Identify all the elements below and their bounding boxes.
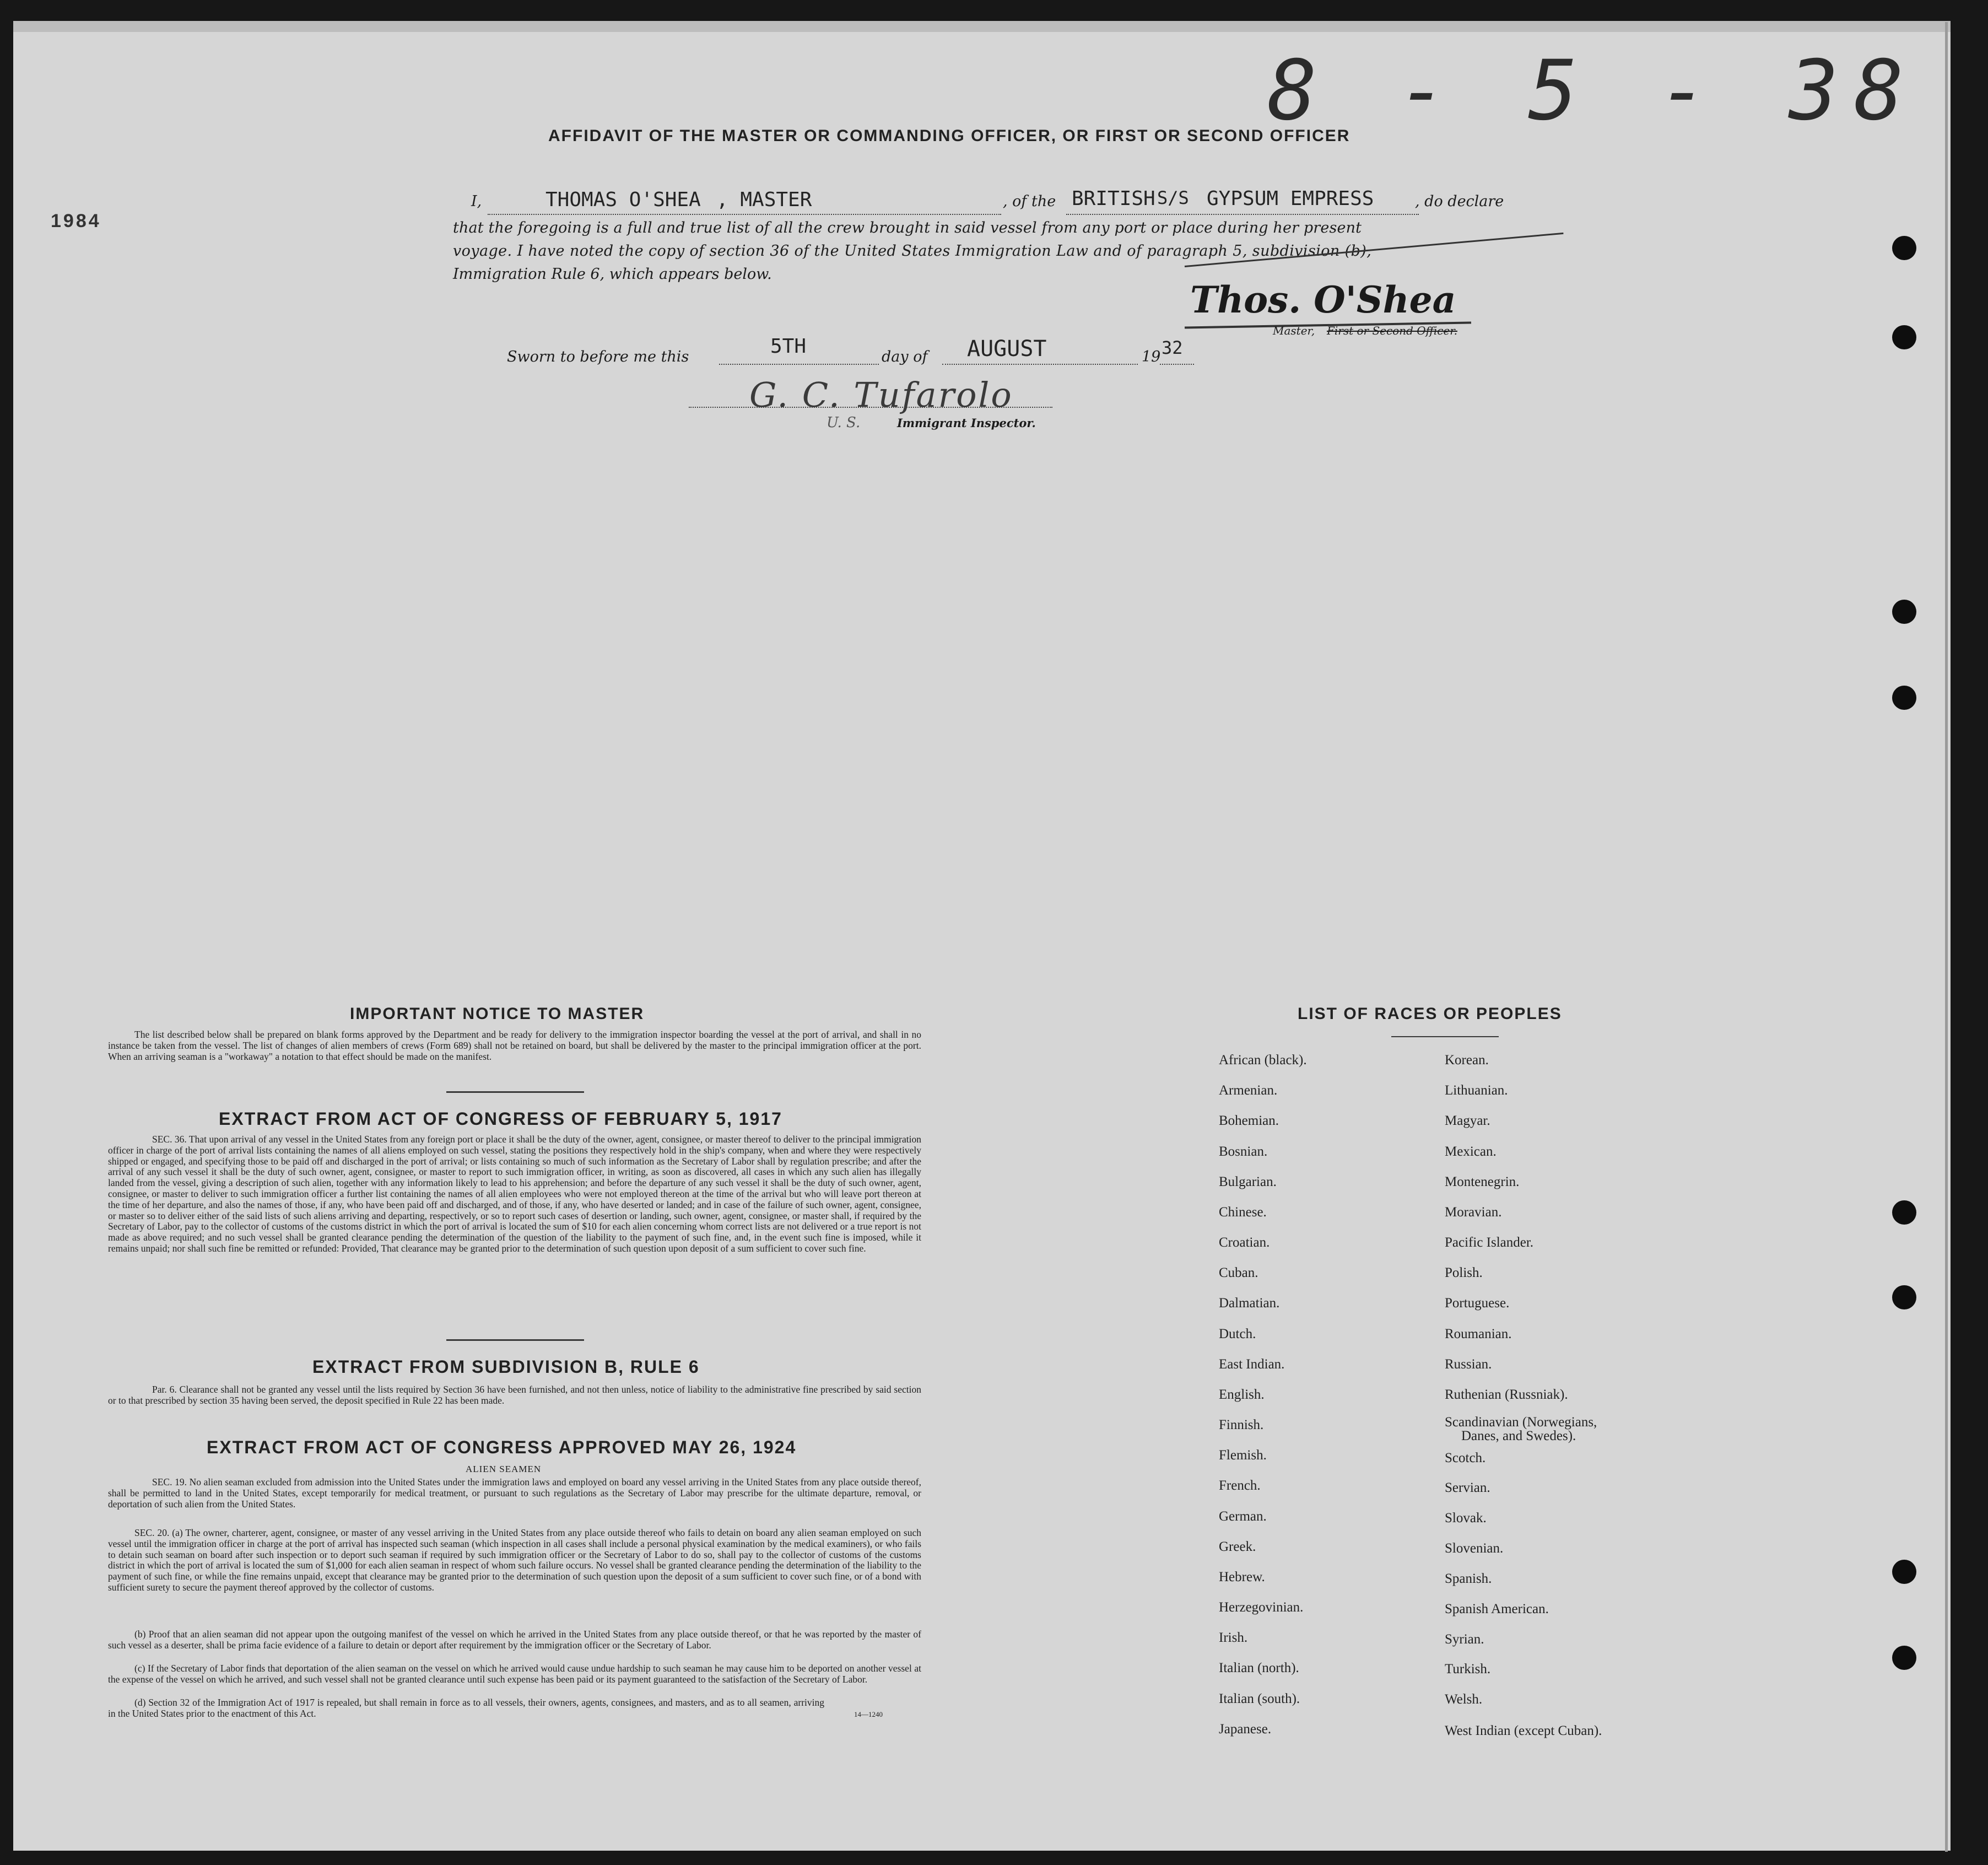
stamp-number: 1984 <box>51 211 101 231</box>
races-title: LIST OF RACES OR PEOPLES <box>1298 1005 1562 1023</box>
extract-1917-body: SEC. 36. That upon arrival of any vessel in the United States from any foreign port or place it shall be the duty of the owner, agent, consignee, or master thereof to deliver to the principal immigration officer in charge of the port of arrival lists containing the names of all aliens employed on such vessel, stating the positions they respectively hold in the ship's company, when and where they were respectively shipped or engaged, and specifying those to be paid off and discharged in the port of arrival; or lists containing so much of such information as the Secretary of Labor shall by regulation prescribe; and after the arrival of any such vessel it shall be the duty of such owner, agent, consignee, or master to report to such immigration officer, in writing, as soon as discovered, all cases in which any such alien has illegally landed from the vessel, giving a description of such alien, together with any information likely to lead to his apprehension; and before the departure of any such vessel it shall be the duty of such owner, agent, consignee, or master to deliver to such immigration officer a further list containing the names of all alien employees who were not employed thereon at the time of the arrival but who will leave port thereon at the time of her departure, and also the names of those, if any, who have been paid off and discharged, and of those, if any, who have deserted or landed; and in case of the failure of such owner, agent, consignee, or master so to deliver either of the said lists of such aliens arriving and departing, respectively, or so to report such cases of desertion or landing, such owner, agent, consignee, or master shall, if required by the Secretary of Labor, pay to the collector of customs of the customs district in which the port of arrival is located the sum of $10 for each alien concerning whom correct lists are not delivered or a true report is not made as above required; and no such vessel shall be granted clearance pending the determination of the question of the liability to the payment of such fine, and, in the event such fine is imposed, while it remains unpaid; nor shall such fine be remitted or refunded: Provided, That clearance may be granted prior to the determination of such question upon deposit of a sum sufficient to cover such fine. <box>108 1134 921 1254</box>
affidavit-line2: that the foregoing is a full and true list of all the crew brought in said vessel from any port or place during her present <box>453 219 1362 236</box>
extract-1924-sec20b: (b) Proof that an alien seaman did not appear upon the outgoing manifest of the vessel on which he arrived in the United States from any place outside thereof, or that he was reported by the master of such vessel as a deserter, shall be prima facie evidence of a failure to detain or deport after requirement by the immigration officer or the Secretary of Labor. <box>108 1629 921 1651</box>
affidavit-line1-prefix: I, <box>471 193 482 210</box>
race-item: Bulgarian. <box>1219 1174 1277 1189</box>
race-item: Spanish American. <box>1445 1602 1549 1616</box>
form-number: 14—1240 <box>854 1710 883 1718</box>
race-item: Flemish. <box>1219 1448 1267 1463</box>
extract-1924-sec20a: SEC. 20. (a) The owner, charterer, agent, consignee, or master of any vessel arriving in the United States from any place outside thereof who fails to detain on board any alien seaman employed on such vessel until the immigration officer in charge at the port of arrival has inspected such seaman (which inspection in all cases shall include a personal physical examination by the medical examiners), or who fails to detain such seaman on board after such inspection or to deport such seaman if required by such immigration officer or the Secretary of Labor to do so, shall pay to the collector of customs of the customs district in which the port of arrival is located the sum of $1,000 for each alien seaman in respect of whom such failure occurs. No vessel shall be granted clearance pending the determination of the liability to the payment of such fine, or while the fine remains unpaid, except that clearance may be granted prior to the determination of such question upon the deposit of a sum sufficient to cover such fine, or of a bond with sufficient surety to secure the payment thereof approved by the collector of customs. <box>108 1527 921 1593</box>
race-item: Italian (south). <box>1219 1691 1300 1706</box>
extract-1924-sec20c: (c) If the Secretary of Labor finds that deportation of the alien seaman on the vessel on which he arrived would cause undue hardship to such seaman he may cause him to be deported on another vessel at the expense of the vessel on which he arrived, and such vessel shall not be granted clearance until such expense has been paid or its payment guaranteed to the satisfaction of the Secretary of Labor. <box>108 1663 921 1685</box>
signature-caption-master: Master, <box>1273 324 1315 337</box>
race-item: Irish. <box>1219 1630 1248 1645</box>
race-item: Slovenian. <box>1445 1541 1504 1556</box>
race-item: African (black). <box>1219 1053 1307 1068</box>
binder-hole <box>1892 686 1916 710</box>
master-rank-field: , MASTER <box>716 188 812 211</box>
race-item: German. <box>1219 1509 1267 1524</box>
race-item: Dalmatian. <box>1219 1296 1280 1311</box>
race-item: Finnish. <box>1219 1417 1264 1432</box>
of-the-label: , of the <box>1003 193 1056 210</box>
race-item: Danes, and Swedes). <box>1461 1429 1576 1443</box>
binder-hole <box>1892 236 1916 260</box>
race-item: Spanish. <box>1445 1571 1492 1586</box>
inspector-caption: Immigrant Inspector. <box>897 416 1036 430</box>
sworn-prefix: Sworn to before me this <box>507 348 689 365</box>
race-item: Mexican. <box>1445 1144 1497 1159</box>
race-item: Japanese. <box>1219 1722 1272 1737</box>
race-item: Magyar. <box>1445 1113 1490 1128</box>
binder-hole <box>1892 1285 1916 1309</box>
race-item: Lithuanian. <box>1445 1083 1508 1098</box>
extract-1924-subtitle: ALIEN SEAMEN <box>466 1464 542 1474</box>
sworn-day-field: 5TH <box>770 335 807 358</box>
inspector-signature: G. C. Tufarolo <box>749 375 1013 415</box>
race-item: Hebrew. <box>1219 1570 1265 1584</box>
notice-title: IMPORTANT NOTICE TO MASTER <box>350 1005 645 1023</box>
year-suffix-field: 32 <box>1162 337 1183 358</box>
race-item: Portuguese. <box>1445 1296 1510 1311</box>
race-item: Herzegovinian. <box>1219 1600 1304 1615</box>
extract-1917-title: EXTRACT FROM ACT OF CONGRESS OF FEBRUARY 5, 1917 <box>219 1109 782 1129</box>
race-item: Polish. <box>1445 1265 1483 1280</box>
race-item: French. <box>1219 1478 1261 1493</box>
year-prefix: 19 <box>1142 348 1161 365</box>
race-item: Roumanian. <box>1445 1327 1512 1341</box>
race-item: West Indian (except Cuban). <box>1445 1723 1602 1738</box>
race-item: Pacific Islander. <box>1445 1235 1534 1250</box>
race-item: Dutch. <box>1219 1327 1256 1341</box>
do-declare-label: , do declare <box>1415 193 1504 210</box>
race-item: Ruthenian (Russniak). <box>1445 1387 1568 1402</box>
binder-hole <box>1892 1646 1916 1670</box>
race-item: Chinese. <box>1219 1205 1267 1220</box>
race-item: East Indian. <box>1219 1357 1285 1372</box>
master-signature: Thos. O'Shea <box>1190 278 1456 321</box>
master-name-field: THOMAS O'SHEA <box>545 188 701 211</box>
binder-hole <box>1892 1560 1916 1584</box>
extract-rule6-title: EXTRACT FROM SUBDIVISION B, RULE 6 <box>312 1357 700 1377</box>
binder-hole <box>1892 600 1916 624</box>
race-item: Syrian. <box>1445 1632 1484 1647</box>
race-item: Italian (north). <box>1219 1661 1299 1675</box>
race-item: Scotch. <box>1445 1451 1486 1465</box>
vessel-type-field: S/S <box>1157 187 1189 208</box>
binder-hole <box>1892 1200 1916 1225</box>
day-of-label: day of <box>882 348 928 365</box>
race-item: Welsh. <box>1445 1692 1483 1707</box>
race-item: Cuban. <box>1219 1265 1258 1280</box>
sworn-month-field: AUGUST <box>967 336 1047 362</box>
notice-body: The list described below shall be prepared on blank forms approved by the Department and be ready for delivery to the immigration inspector boarding the vessel at the port of arrival, and shall in no instance be taken from the vessel. The list of changes of alien members of crews (Form 689) shall not be retained on board, but shall be delivered by the master to the principal immigration officer at the port. When an arriving seaman is a "workaway" a notation to that effect should be made on the manifest. <box>108 1029 921 1062</box>
race-item: Bohemian. <box>1219 1113 1279 1128</box>
race-item: Moravian. <box>1445 1205 1502 1220</box>
extract-1924-title: EXTRACT FROM ACT OF CONGRESS APPROVED MAY 26, 1924 <box>207 1437 797 1457</box>
extract-1924-sec20d: (d) Section 32 of the Immigration Act of 1917 is repealed, but shall remain in force as to all vessels, their owners, agents, consignees, and masters, and as to all seamen, arriving in the United States prior to the enactment of this Act. <box>108 1697 824 1719</box>
race-item: Bosnian. <box>1219 1144 1268 1159</box>
signature-caption-struck: First or Second Officer. <box>1327 324 1457 337</box>
race-item: Scandinavian (Norwegians, <box>1445 1415 1597 1430</box>
race-item: Montenegrin. <box>1445 1174 1520 1189</box>
race-item: Slovak. <box>1445 1511 1487 1526</box>
paper-right-edge <box>1945 22 1948 1852</box>
binder-hole <box>1892 325 1916 349</box>
vessel-name-field: GYPSUM EMPRESS <box>1207 187 1374 210</box>
handwritten-date: 8 - 5 - 38 <box>1267 43 1920 139</box>
race-item: Greek. <box>1219 1539 1256 1554</box>
inspector-caption-hand: U. S. <box>826 414 861 431</box>
extract-1924-sec19: SEC. 19. No alien seaman excluded from admission into the United States under the immigration laws and employed on board any vessel arriving in the United States from any place outside thereof, shall be permitted to land in the United States, except temporarily for medical treatment, or pursuant to such regulations as the Secretary of Labor may prescribe for the ultimate departure, removal, or deportation of such alien from the United States. <box>108 1476 921 1510</box>
paper-top-edge <box>13 21 1951 33</box>
race-item: English. <box>1219 1387 1265 1402</box>
race-item: Armenian. <box>1219 1083 1278 1098</box>
affidavit-title: AFFIDAVIT OF THE MASTER OR COMMANDING OFFICER, OR FIRST OR SECOND OFFICER <box>548 127 1350 145</box>
affidavit-line3: voyage. I have noted the copy of section 36 of the United States Immigration Law and of paragraph 5, subdivision (b), <box>453 242 1372 260</box>
affidavit-line4: Immigration Rule 6, which appears below. <box>453 266 772 283</box>
extract-rule6-body: Par. 6. Clearance shall not be granted any vessel until the lists required by Section 36 have been furnished, and not then unless, notice of liability to the administrative fine prescribed by said section or to that prescribed by section 35 having been served, the deposit specified in Rule 22 has been made. <box>108 1384 921 1406</box>
race-item: Servian. <box>1445 1480 1490 1495</box>
race-item: Croatian. <box>1219 1235 1270 1250</box>
vessel-nationality-field: BRITISH <box>1072 187 1155 210</box>
race-item: Russian. <box>1445 1357 1492 1372</box>
race-item: Korean. <box>1445 1053 1489 1068</box>
race-item: Turkish. <box>1445 1662 1491 1677</box>
